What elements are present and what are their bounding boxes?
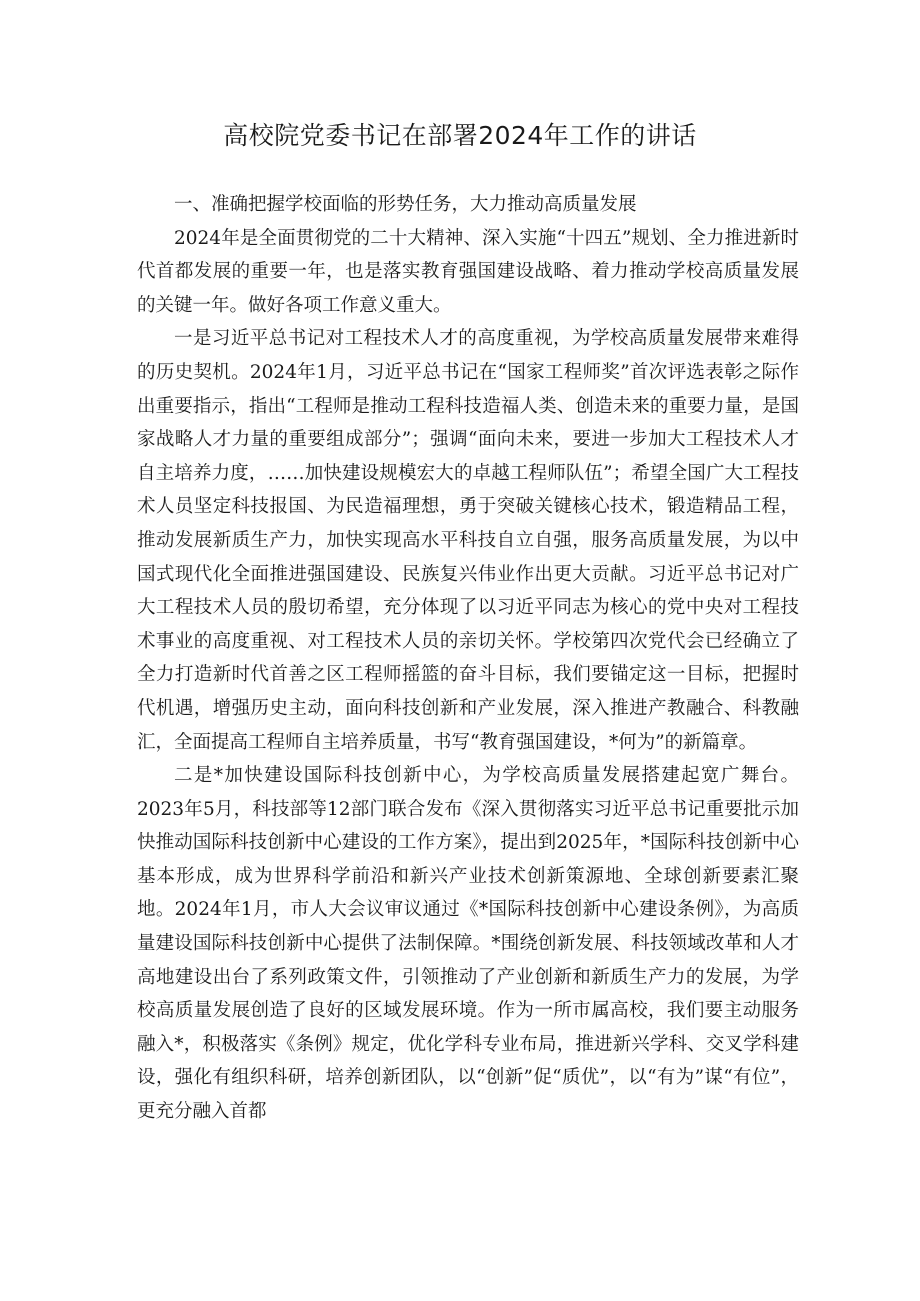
document-title: 高校院党委书记在部署2024年工作的讲话 bbox=[223, 121, 697, 150]
paragraph: 二是*加快建设国际科技创新中心，为学校高质量发展搭建起宽广舞台。2023年5月，科技部等12部门联合发布《深入贯彻落实习近平总书记重要批示加快推动国际科技创新中心建设的工作方案》，提出到2025年，*国际科技创新中心基本形成，成为世界科学前沿和新兴产业技术创新策源地、全球创新要素汇聚地。2024年1月，市人大会议审议通过《*国际科技创新中心建设条例》，为高质量建设国际科技创新中心提供了法制保障。*围绕创新发展、科技领域改革和人才高地建设出台了系列政策文件，引领推动了产业创新和新质生产力的发展，为学校高质量发展创造了良好的区域发展环境。作为一所市属高校，我们要主动服务融入*，积极落实《条例》规定，优化学科专业布局，推进新兴学科、交叉学科建设，强化有组织科研，培养创新团队，以“创新”促“质优”，以“有为”谋“有位”，更充分融入首都 bbox=[137, 765, 799, 1123]
paragraph: 2024年是全面贯彻党的二十大精神、深入实施“十四五”规划、全力推进新时代首都发展的重要一年，也是落实教育强国建设战略、着力推动学校高质量发展的关键一年。做好各项工作意义重大。 bbox=[137, 227, 799, 316]
section-heading: 一、准确把握学校面临的形势任务，大力推动高质量发展 bbox=[174, 194, 637, 215]
paragraph: 一是习近平总书记对工程技术人才的高度重视，为学校高质量发展带来难得的历史契机。2024年1月，习近平总书记在“国家工程师奖”首次评选表彰之际作出重要指示，指出“工程师是推动工程科技造福人类、创造未来的重要力量，是国家战略人才力量的重要组成部分”；强调“面向未来，要进一步加大工程技术人才自主培养力度，……加快建设规模宏大的卓越工程师队伍”；希望全国广大工程技术人员坚定科技报国、为民造福理想，勇于突破关键核心技术，锻造精品工程，推动发展新质生产力，加快实现高水平科技自立自强，服务高质量发展，为以中国式现代化全面推进强国建设、民族复兴伟业作出更大贡献。习近平总书记对广大工程技术人员的殷切希望，充分体现了以习近平同志为核心的党中央对工程技术事业的高度重视、对工程技术人员的亲切关怀。学校第四次党代会已经确立了全力打造新时代首善之区工程师摇篮的奋斗目标，我们要锚定这一目标，把握时代机遇，增强历史主动，面向科技创新和产业发展，深入推进产教融合、科教融汇，全面提高工程师自主培养质量，书写“教育强国建设，*何为”的新篇章。 bbox=[137, 328, 799, 753]
document-body bbox=[137, 188, 799, 1129]
